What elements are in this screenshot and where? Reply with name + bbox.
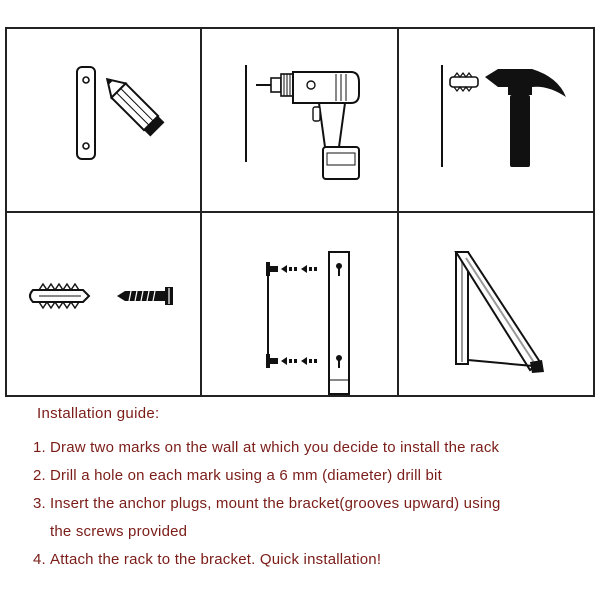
screw-icon bbox=[117, 287, 173, 305]
panel-mount-bracket bbox=[201, 212, 398, 397]
step-number: 2. bbox=[33, 467, 46, 484]
step-text-continued: the screws provided bbox=[50, 523, 188, 540]
guide-title: Installation guide: bbox=[37, 405, 160, 422]
step-text: Attach the rack to the bracket. Quick installation! bbox=[50, 551, 382, 568]
guide-step bbox=[33, 490, 593, 546]
anchor-plug-icon bbox=[450, 73, 478, 91]
installation-steps-grid bbox=[5, 27, 595, 397]
step-number: 1. bbox=[33, 439, 46, 456]
bracket-plate-icon bbox=[77, 67, 95, 159]
panel-insert-anchor bbox=[398, 27, 595, 212]
step-text: Insert the anchor plugs, mount the bracket(grooves upward) using bbox=[50, 495, 501, 512]
panel-drill-hole bbox=[201, 27, 398, 212]
wall-screws-icon bbox=[266, 262, 278, 368]
installation-guide bbox=[33, 405, 593, 574]
guide-step bbox=[33, 462, 593, 490]
arrow-icon bbox=[281, 265, 317, 365]
step-text: Drill a hole on each mark using a 6 mm (diameter) drill bit bbox=[50, 467, 442, 484]
panel-attach-rack bbox=[398, 212, 595, 397]
hammer-icon bbox=[485, 69, 566, 167]
bracket-plate-icon bbox=[329, 252, 349, 394]
power-drill-icon bbox=[256, 72, 359, 179]
step-text: Draw two marks on the wall at which you decide to install the rack bbox=[50, 439, 500, 456]
panel-anchor-screw bbox=[5, 212, 201, 397]
guide-steps-list bbox=[33, 434, 593, 574]
panel-mark-wall bbox=[5, 27, 201, 212]
anchor-plug-icon bbox=[30, 284, 89, 308]
folding-rack-icon bbox=[456, 252, 544, 373]
guide-step bbox=[33, 434, 593, 462]
step-number: 4. bbox=[33, 551, 46, 568]
step-number: 3. bbox=[33, 495, 46, 512]
guide-step bbox=[33, 546, 593, 574]
pencil-icon bbox=[100, 72, 164, 136]
